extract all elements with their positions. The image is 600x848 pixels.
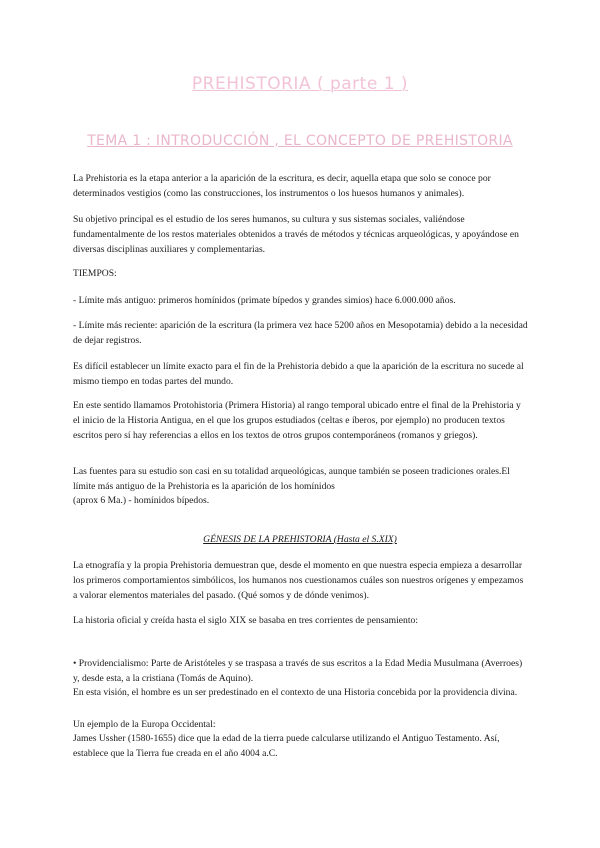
paragraph-limite-reciente: - Límite más reciente: aparición de la escritura (la primera vez hace 5200 años en Mesopotamia) debido a la necesidad de dejar registros.: [73, 320, 528, 346]
paragraph-fuentes-aprox: (aprox 6 Ma.) - homínidos bípedos.: [73, 495, 210, 506]
paragraph-vision: En esta visión, el hombre es un ser predestinado en el contexto de una Historia concebida por la providencia divina.: [73, 687, 518, 698]
paragraph-providencialismo: • Providencialismo: Parte de Aristóteles y se traspasa a través de sus escritos a la Edad Media Musulmana (Averroes) y, desde esta, a la cristiana (Tomás de Aquino).: [73, 658, 523, 684]
paragraph-protohistoria: En este sentido llamamos Protohistoria (Primera Historia) al rango temporal ubicado entre el final de la Prehistoria y el inicio de la Historia Antigua, en el que los grupos estudiados (celtas e íberos, por ejemplo) no producen textos escritos pero sí hay referencias a ellos en los textos de otros grupos contemporáneos (romanos y griegos).: [73, 400, 521, 441]
paragraph-historia-oficial: La historia oficial y creída hasta el siglo XIX se basaba en tres corrientes de pensamiento:: [73, 615, 418, 626]
paragraph-ussher: James Ussher (1580-1655) dice que la edad de la tierra puede calcularse utilizando el Antiguo Testamento. Así, establece que la Tierra fue creada en el año 4004 a.C.: [73, 733, 500, 759]
page-title: PREHISTORIA ( parte 1 ): [191, 74, 409, 94]
paragraph-objective: Su objetivo principal es el estudio de los seres humanos, su cultura y sus sistemas sociales, valiéndose fundamentalmente de los restos materiales obtenidos a través de métodos y técnicas arqueológicas, y apoyándose en diversas disciplinas auxiliares y complementarias.: [73, 214, 519, 255]
section-title: TEMA 1 : INTRODUCCIÓN , EL CONCEPTO DE PREHISTORIA: [87, 133, 513, 149]
paragraph-fin-prehistoria: Es difícil establecer un límite exacto para el fin de la Prehistoria debido a que la aparición de la escritura no sucede al mismo tiempo en todas partes del mundo.: [73, 361, 524, 387]
paragraph-ejemplo: Un ejemplo de la Europa Occidental:: [73, 719, 216, 730]
paragraph-tiempos-label: TIEMPOS:: [73, 268, 117, 279]
paragraph-limite-antiguo: - Límite más antiguo: primeros homínidos (primate bípedos y grandes simios) hace 6.000.000 años.: [73, 295, 456, 306]
paragraph-definition: La Prehistoria es la etapa anterior a la aparición de la escritura, es decir, aquella etapa que solo se conoce por determinados vestigios (como las construcciones, los instrumentos o los huesos humanos y animales).: [73, 173, 491, 199]
paragraph-fuentes: Las fuentes para su estudio son casi en su totalidad arqueológicas, aunque también se poseen tradiciones orales.El límite más antiguo de la Prehistoria es la aparición de los homínidos: [73, 466, 510, 492]
section-heading-genesis: GÉNESIS DE LA PREHISTORIA (Hasta el S.XIX): [203, 534, 397, 545]
paragraph-etnografia: La etnografía y la propia Prehistoria demuestran que, desde el momento en que nuestra especia empieza a desarrollar los primeros comportamientos simbólicos, los humanos nos cuestionamos cuáles son nuestros orígenes y empezamos a valorar elementos materiales del pasado. (Qué somos y de dónde venimos).: [73, 560, 524, 601]
